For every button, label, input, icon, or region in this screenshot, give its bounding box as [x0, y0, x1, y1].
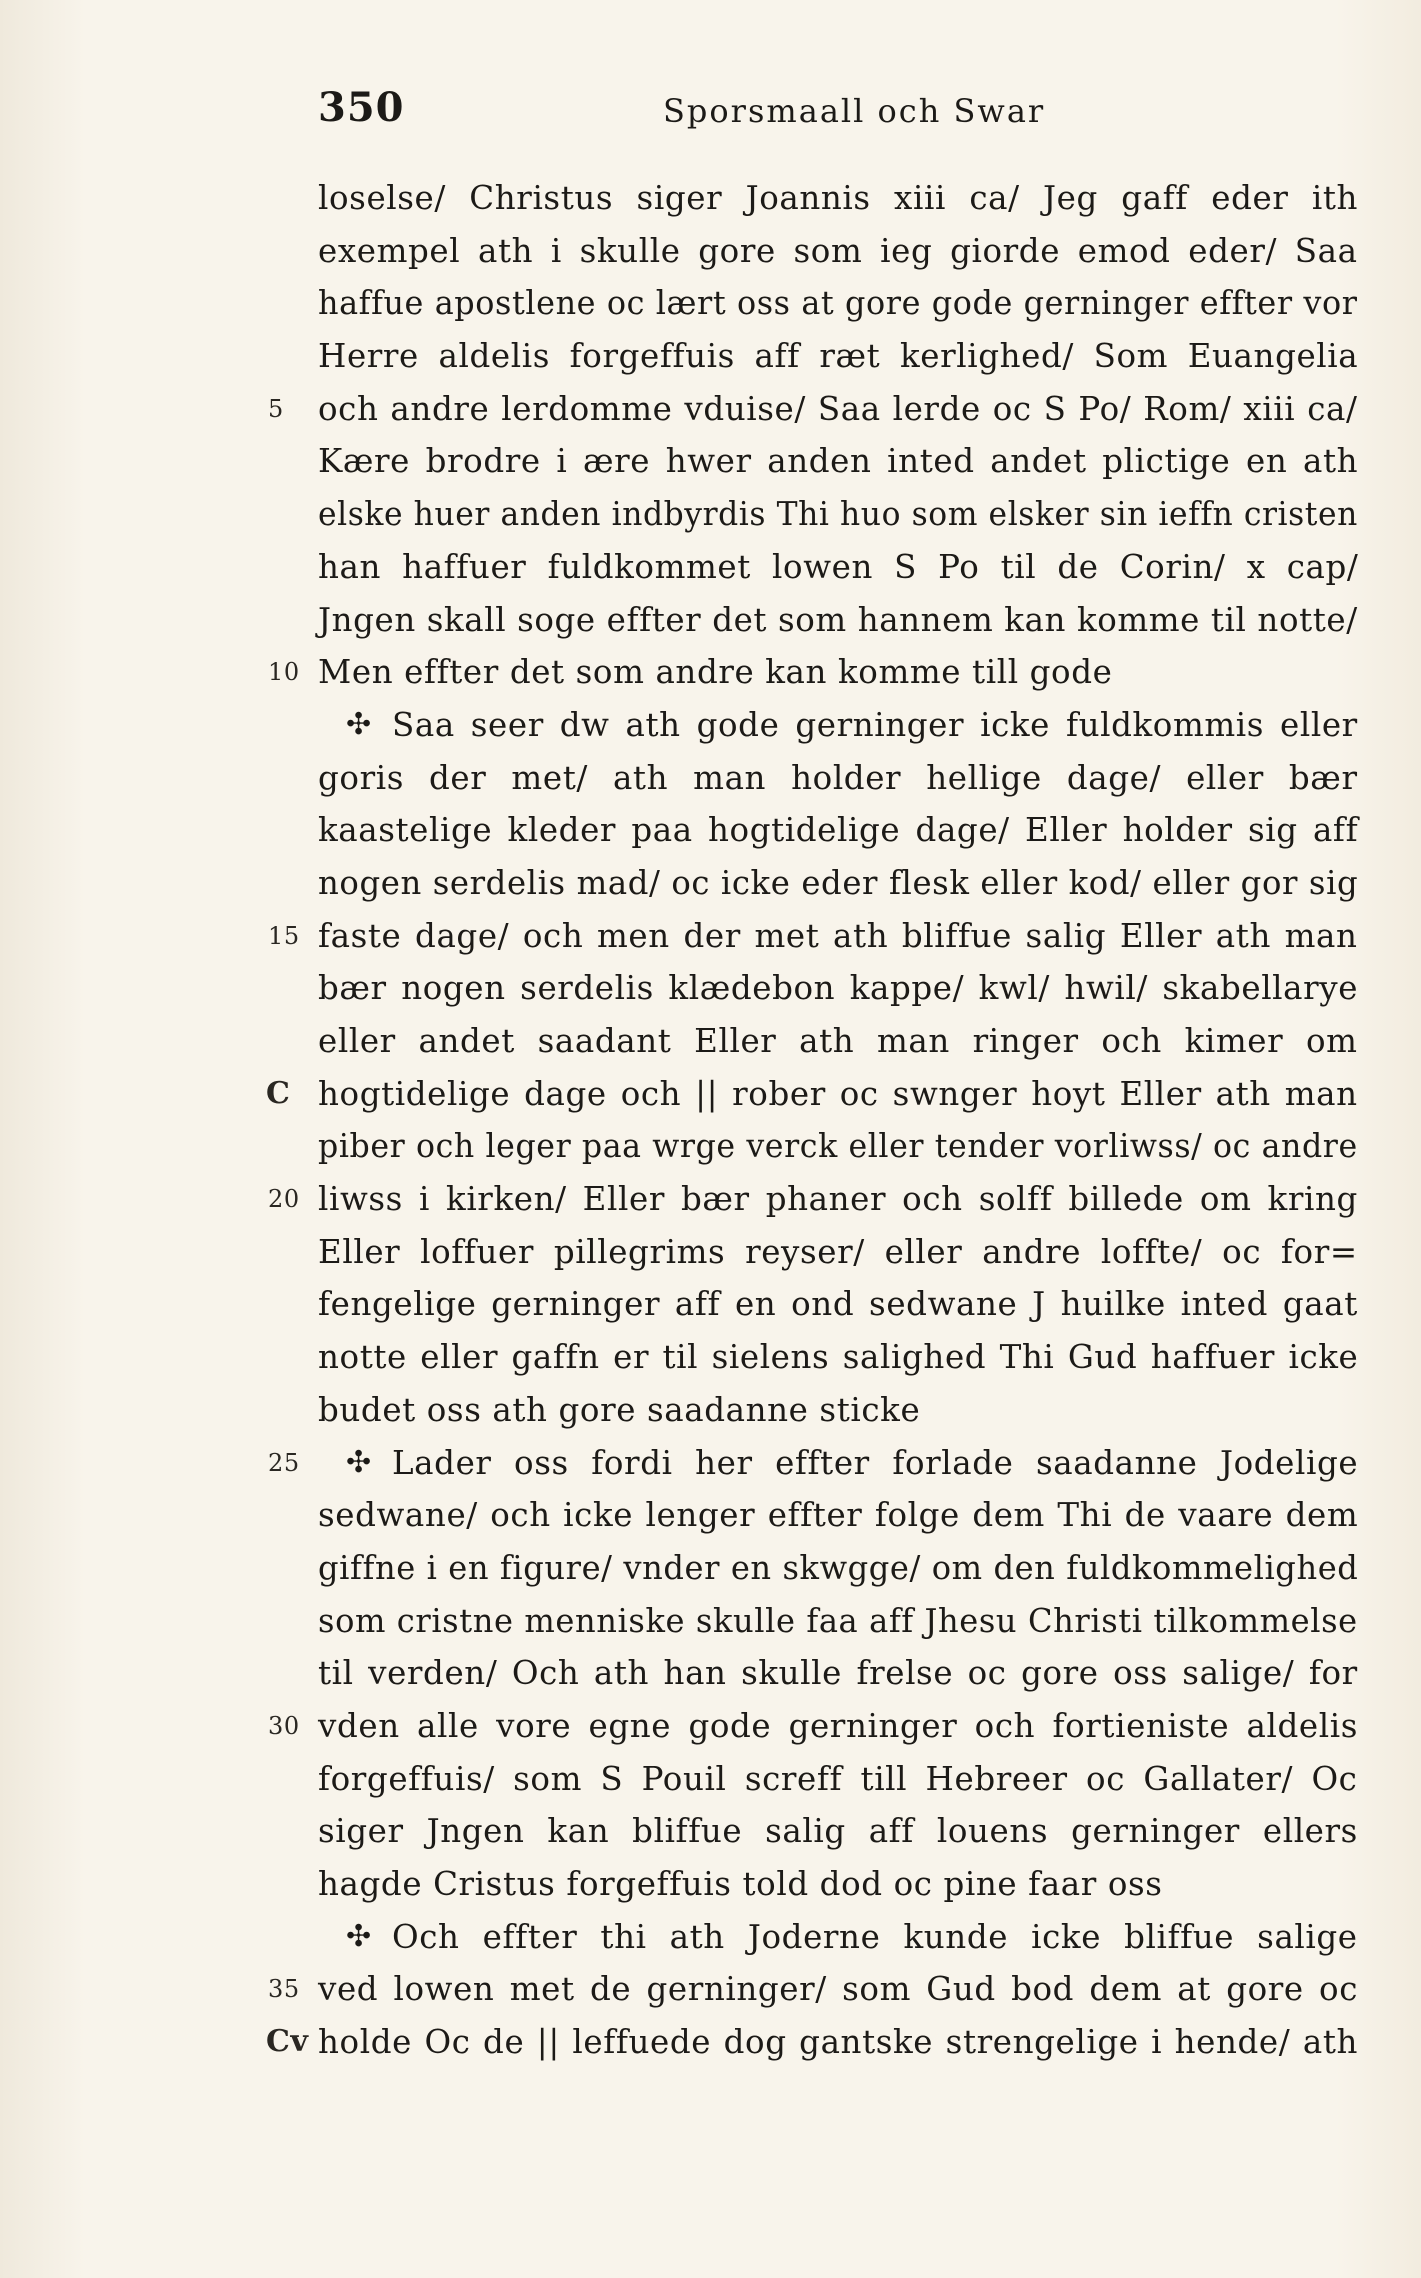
line-number: 20 — [268, 1185, 300, 1214]
line-text: sedwane/ och icke lenger effter folge dem Thi de vaare dem — [318, 1496, 1359, 1535]
line-text: Jngen skall soge effter det som hannem kan komme til notte/ — [318, 600, 1358, 639]
text-line — [318, 1542, 1358, 1595]
paragraph-ornament-icon: ✣ — [346, 1444, 372, 1480]
text-line — [318, 1278, 1358, 1331]
line-number: 25 — [268, 1448, 300, 1477]
text-line — [318, 1753, 1358, 1806]
line-text: hogtidelige dage och || rober oc swnger hoyt Eller ath man — [318, 1074, 1358, 1113]
text-line — [318, 1647, 1358, 1700]
line-text: piber och leger paa wrge verck eller tender vorliwss/ oc andre — [318, 1127, 1358, 1166]
text-line — [266, 2016, 1359, 2069]
paragraph-ornament-icon: ✣ — [346, 706, 372, 742]
line-number: 35 — [268, 1975, 300, 2004]
text-line — [318, 594, 1358, 647]
line-text: elske huer anden indbyrdis Thi huo som elsker sin ieffn cristen — [318, 495, 1358, 534]
text-line — [318, 1489, 1358, 1542]
line-text: eller andet saadant Eller ath man ringer och kimer om — [318, 1022, 1358, 1060]
text-line — [268, 383, 1358, 436]
line-text: vden alle vore egne gode gerninger och fortieniste aldelis — [318, 1706, 1358, 1745]
text-line — [268, 646, 1358, 699]
line-text: til verden/ Och ath han skulle frelse oc gore oss salige/ for — [318, 1654, 1358, 1693]
page-header — [318, 84, 1358, 144]
line-text: Herre aldelis forgeffuis aff ræt kerlighed/ Som Euangelia — [318, 337, 1359, 376]
line-text: bær nogen serdelis klædebon kappe/ kwl/ hwil/ skabellarye — [318, 969, 1359, 1008]
line-text: hagde Cristus forgeffuis told dod oc pine faar oss — [318, 1865, 1163, 1903]
text-line — [318, 277, 1358, 330]
text-line — [318, 857, 1358, 910]
line-text: loselse/ Christus siger Joannis xiii ca/ Jeg gaff eder ith — [318, 179, 1359, 217]
line-text: Saa seer dw ath gode gerninger icke fuldkommis eller — [392, 705, 1358, 744]
text-line — [318, 435, 1358, 488]
line-number: 5 — [268, 394, 284, 423]
text-line — [318, 1015, 1358, 1068]
line-text: han haffuer fuldkommet lowen S Po til de Corin/ x cap/ — [318, 547, 1359, 586]
line-text: som cristne menniske skulle faa aff Jhesu Christi tilkommelse — [318, 1601, 1358, 1640]
text-line — [318, 1595, 1358, 1648]
line-text: liwss i kirken/ Eller bær phaner och solff billede om kring — [318, 1180, 1358, 1219]
running-title: Sporsmaall och Swar — [663, 92, 1046, 130]
page-number: 350 — [318, 84, 405, 131]
signature-mark: Cv — [266, 2024, 309, 2060]
line-text: Men effter det som andre kan komme till gode — [318, 653, 1113, 692]
line-text: kaastelige kleder paa hogtidelige dage/ Eller holder sig aff — [318, 811, 1359, 850]
text-line — [318, 1858, 1358, 1911]
line-text: Och effter thi ath Joderne kunde icke bliffue salige — [392, 1917, 1358, 1956]
text-line — [268, 1437, 1359, 1490]
text-line — [318, 1805, 1358, 1858]
line-text: notte eller gaffn er til sielens salighed Thi Gud haffuer icke — [318, 1338, 1359, 1377]
line-text: Kære brodre i ære hwer anden inted andet plictige en ath — [318, 442, 1359, 481]
line-text: och andre lerdomme vduise/ Saa lerde oc S Po/ Rom/ xiii ca/ — [318, 389, 1358, 428]
text-line — [318, 1911, 1358, 1964]
signature-mark: C — [266, 1075, 291, 1111]
text-line — [268, 910, 1358, 963]
text-line — [318, 804, 1358, 857]
line-text: fengelige gerninger aff en ond sedwane J huilke inted gaat — [318, 1285, 1358, 1324]
text-line — [268, 1700, 1358, 1753]
line-text: siger Jngen kan bliffue salig aff louens gerninger ellers — [318, 1812, 1358, 1851]
line-text: Lader oss fordi her effter forlade saadanne Jodelige — [392, 1443, 1359, 1482]
text-line — [318, 699, 1358, 752]
line-text: holde Oc de || leffuede dog gantske strengelige i hende/ ath — [318, 2023, 1359, 2062]
text-line — [318, 330, 1358, 383]
text-line — [318, 488, 1358, 541]
text-line — [318, 1120, 1358, 1173]
line-number: 10 — [268, 658, 300, 687]
paragraph-ornament-icon: ✣ — [346, 1918, 372, 1954]
text-line — [318, 172, 1358, 225]
body-text — [266, 172, 1359, 2069]
line-text: goris der met/ ath man holder hellige dage/ eller bær — [318, 758, 1358, 797]
line-text: Eller loffuer pillegrims reyser/ eller andre loffte/ oc for= — [318, 1232, 1358, 1271]
line-text: nogen serdelis mad/ oc icke eder flesk eller kod/ eller gor sig — [318, 863, 1359, 902]
text-line — [318, 752, 1358, 805]
text-line — [266, 1068, 1358, 1121]
line-text: ved lowen met de gerninger/ som Gud bod dem at gore oc — [318, 1970, 1359, 2009]
text-line — [268, 1173, 1358, 1226]
text-line — [318, 541, 1358, 594]
text-line — [318, 962, 1358, 1015]
text-line — [268, 1963, 1359, 2016]
line-text: budet oss ath gore saadanne sticke — [318, 1390, 921, 1429]
text-line — [318, 1384, 1358, 1437]
text-line — [318, 1331, 1358, 1384]
line-text: exempel ath i skulle gore som ieg giorde emod eder/ Saa — [318, 231, 1358, 270]
text-line — [318, 1226, 1358, 1279]
line-text: forgeffuis/ som S Pouil screff till Hebreer oc Gallater/ Oc — [318, 1759, 1358, 1798]
line-number: 30 — [268, 1711, 300, 1740]
text-line — [318, 225, 1358, 278]
line-number: 15 — [268, 921, 300, 950]
line-text: haffue apostlene oc lært oss at gore gode gerninger effter vor — [318, 284, 1358, 323]
line-text: faste dage/ och men der met ath bliffue salig Eller ath man — [318, 916, 1358, 955]
line-text: giffne i en figure/ vnder en skwgge/ om den fuldkommelighed — [318, 1548, 1359, 1587]
